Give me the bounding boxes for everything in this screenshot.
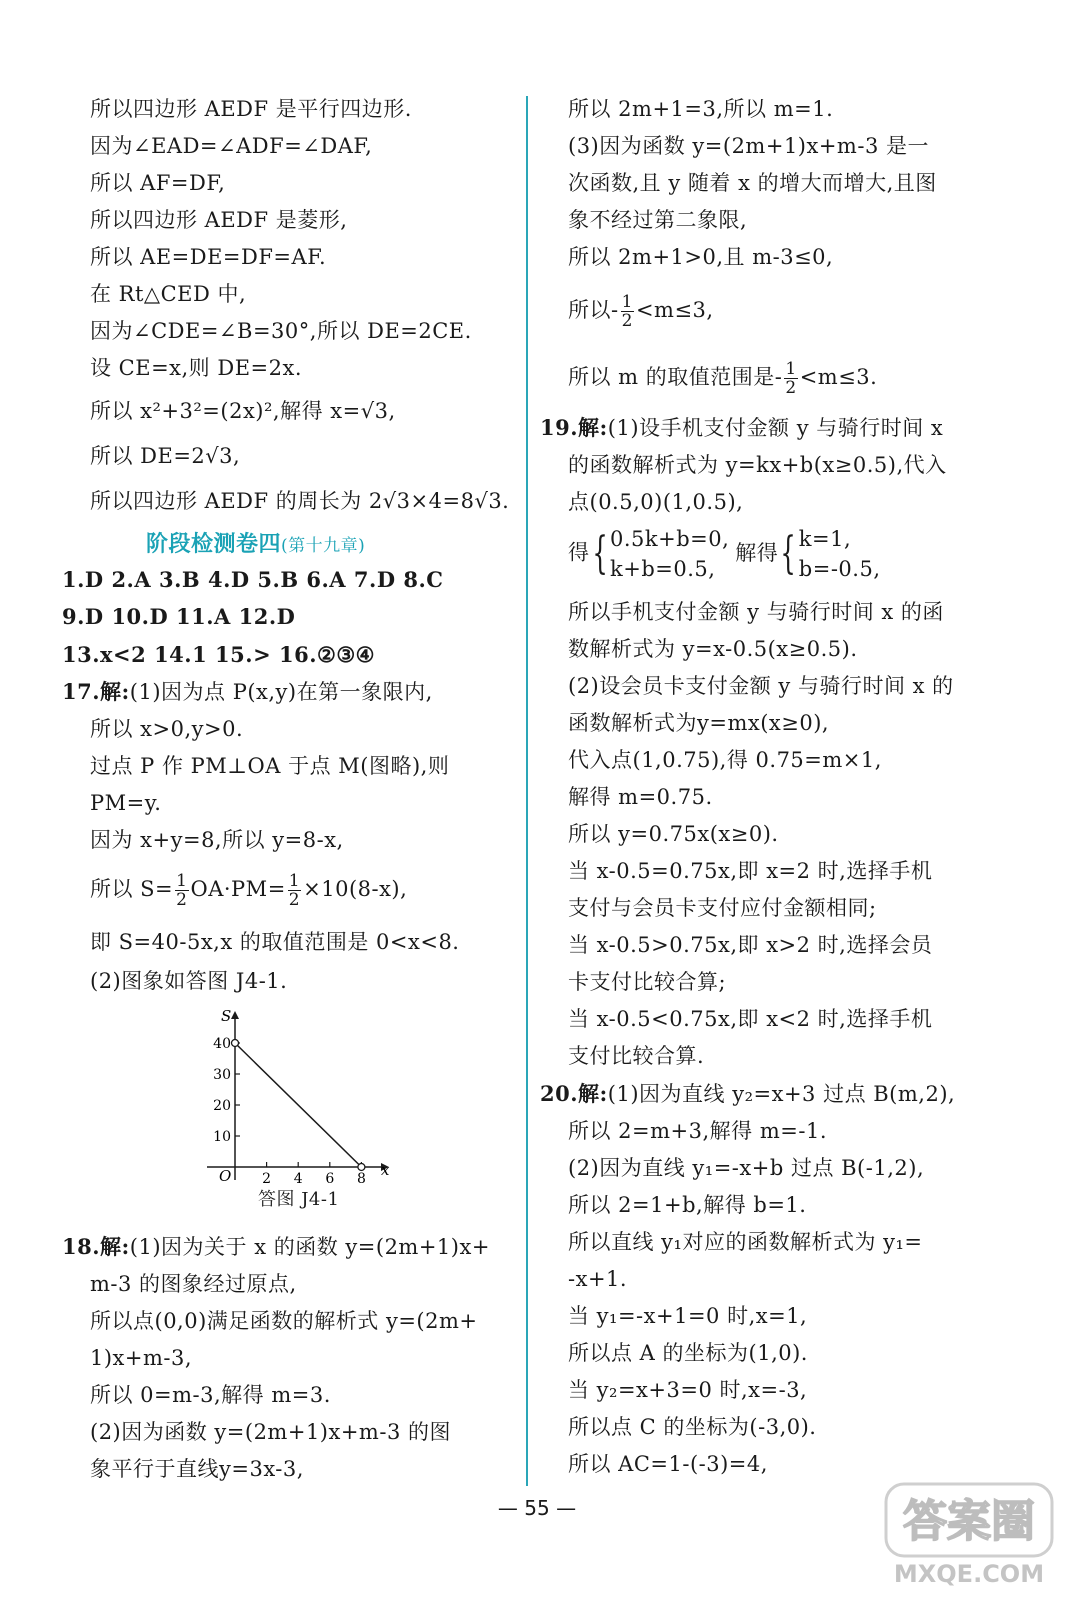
fraction-line	[568, 293, 714, 330]
page-number: — 55 —	[497, 1496, 577, 1520]
text-line: 1)x+m-3,	[90, 1346, 193, 1370]
fraction-denominator: 2	[176, 890, 188, 910]
fraction-denominator: 2	[288, 890, 301, 910]
fraction-numerator: 1	[621, 292, 633, 312]
equation: b=-0.5,	[798, 557, 881, 581]
y-tick-label: 20	[213, 1098, 231, 1114]
text-line: 当 y₂=x+3=0 时,x=-3,	[568, 1378, 808, 1402]
y-tick-label: 30	[213, 1067, 231, 1083]
text-line: 的函数解析式为 y=kx+b(x≥0.5),代入	[568, 453, 947, 477]
y-axis-label: S	[221, 1007, 232, 1025]
watermark-url: MXQE.COM	[893, 1560, 1045, 1588]
section-title: 阶段检测卷四	[146, 531, 282, 557]
text-line: (3)因为函数 y=(2m+1)x+m-3 是一	[568, 134, 929, 158]
system-block	[799, 524, 881, 584]
text-span: 所以 m 的取值范围是-	[568, 365, 783, 389]
series-line	[235, 1043, 361, 1167]
text-line: 所以 AF=DF,	[90, 171, 226, 195]
function-graph	[195, 1005, 415, 1215]
y-tick-label: 10	[213, 1129, 231, 1145]
text-line: (2)因为函数 y=(2m+1)x+m-3 的图	[90, 1420, 451, 1444]
text-line: m-3 的图象经过原点,	[90, 1272, 297, 1296]
text-line: 因为 x+y=8,所以 y=8-x,	[90, 828, 344, 852]
text-line: 所以 x>0,y>0.	[90, 717, 244, 741]
fraction	[784, 360, 797, 397]
text-line: 所以 2=m+3,解得 m=-1.	[568, 1119, 827, 1143]
text-line: 所以直线 y₁对应的函数解析式为 y₁=	[568, 1230, 923, 1254]
text-span: <m≤3.	[799, 365, 878, 389]
question-label: 17.解:	[62, 679, 130, 704]
text-line: 所以 2m+1=3,所以 m=1.	[568, 97, 834, 121]
text-line: 因为∠EAD=∠ADF=∠DAF,	[90, 134, 373, 158]
equation: k=1,	[798, 527, 852, 551]
y-axis-arrow	[231, 1011, 239, 1019]
text-line: 支付比较合算.	[568, 1044, 705, 1068]
x-tick-label: 6	[325, 1171, 335, 1187]
x-axis-label: x	[381, 1161, 390, 1179]
question-18	[62, 1233, 490, 1261]
answer-line: 9.D 10.D 11.A 12.D	[62, 604, 296, 629]
fraction	[175, 872, 188, 909]
text-line: 所以 DE=2√3,	[90, 444, 241, 468]
text-line: 卡支付比较合算;	[568, 970, 727, 994]
y-tick-label: 40	[213, 1036, 231, 1052]
text-line: 在 Rt△CED 中,	[90, 282, 247, 306]
x-tick-label: 8	[356, 1171, 366, 1187]
text-line: -x+1.	[568, 1267, 628, 1291]
text-line: 所以 AC=1-(-3)=4,	[568, 1452, 768, 1476]
question-20	[540, 1080, 955, 1108]
fraction-numerator: 1	[288, 871, 301, 891]
text-line: 点(0.5,0)(1,0.5),	[568, 490, 744, 514]
text-line: 因为∠CDE=∠B=30°,所以 DE=2CE.	[90, 319, 472, 343]
answer-line: 1.D 2.A 3.B 4.D 5.B 6.A 7.D 8.C	[62, 567, 444, 592]
open-endpoint	[232, 1040, 239, 1047]
text-line: (2)因为直线 y₁=-x+b 过点 B(-1,2),	[568, 1156, 925, 1180]
text-span: OA·PM=	[190, 877, 286, 901]
text-line: 所以四边形 AEDF 的周长为 2√3×4=8√3.	[90, 489, 510, 513]
text-line: 象平行于直线y=3x-3,	[90, 1457, 304, 1481]
text-line: 所以四边形 AEDF 是平行四边形.	[90, 97, 412, 121]
text-line: 所以点(0,0)满足函数的解析式 y=(2m+	[90, 1309, 478, 1333]
origin-label: O	[219, 1167, 232, 1185]
text-line: 所以点 C 的坐标为(-3,0).	[568, 1415, 817, 1439]
text-span: (1)因为点 P(x,y)在第一象限内,	[129, 680, 433, 704]
x-tick-label: 4	[293, 1171, 303, 1187]
watermark-logo	[884, 1480, 1054, 1590]
text-line: (2)图象如答图 J4-1.	[90, 969, 288, 993]
text-line: 所以 2m+1>0,且 m-3≤0,	[568, 245, 834, 269]
text-line: 次函数,且 y 随着 x 的增大而增大,且图	[568, 171, 937, 195]
section-subtitle: (第十九章)	[281, 536, 366, 556]
text-line: 所以四边形 AEDF 是菱形,	[90, 208, 348, 232]
text-line: 所以点 A 的坐标为(1,0).	[568, 1341, 808, 1365]
text-line: PM=y.	[90, 791, 162, 815]
text-line: 过点 P 作 PM⊥OA 于点 M(图略),则	[90, 754, 450, 778]
text-span: 得	[568, 540, 590, 565]
fraction-line	[90, 872, 407, 909]
text-line: 数解析式为 y=x-0.5(x≥0.5).	[568, 637, 858, 661]
text-span: (1)设手机支付金额 y 与骑行时间 x	[607, 416, 944, 440]
text-line: 即 S=40-5x,x 的取值范围是 0<x<8.	[90, 930, 460, 954]
text-line: 所以 x²+3²=(2x)²,解得 x=√3,	[90, 399, 396, 423]
watermark-text: 答案圈	[903, 1496, 1035, 1547]
left-brace: {	[780, 528, 797, 579]
section-heading	[146, 530, 365, 560]
text-line: 所以 2=1+b,解得 b=1.	[568, 1193, 807, 1217]
text-line: 当 x-0.5=0.75x,即 x=2 时,选择手机	[568, 859, 933, 883]
equation: k+b=0.5,	[610, 557, 716, 581]
open-endpoint	[358, 1164, 365, 1171]
text-span: (1)因为直线 y₂=x+3 过点 B(m,2),	[607, 1082, 956, 1106]
text-line: 解得 m=0.75.	[568, 785, 713, 809]
system-block	[610, 524, 729, 584]
equation-system	[568, 524, 881, 584]
text-line: 设 CE=x,则 DE=2x.	[90, 356, 303, 380]
text-line: 所以手机支付金额 y 与骑行时间 x 的函	[568, 600, 944, 624]
text-span: 解得	[735, 540, 779, 565]
fraction-denominator: 2	[785, 378, 797, 398]
fraction-numerator: 1	[176, 871, 188, 891]
question-label: 18.解:	[62, 1234, 130, 1259]
text-line: 函数解析式为y=mx(x≥0),	[568, 711, 830, 735]
text-line: 所以 y=0.75x(x≥0).	[568, 822, 779, 846]
text-span: <m≤3,	[635, 298, 714, 322]
question-label: 20.解:	[540, 1081, 608, 1106]
question-17	[62, 678, 433, 706]
fraction-denominator: 2	[621, 311, 633, 331]
text-line: 代入点(1,0.75),得 0.75=m×1,	[568, 748, 882, 772]
text-line: 所以 0=m-3,解得 m=3.	[90, 1383, 331, 1407]
question-label: 19.解:	[540, 415, 608, 440]
question-19	[540, 414, 943, 442]
text-line: 当 y₁=-x+1=0 时,x=1,	[568, 1304, 808, 1328]
column-divider	[526, 96, 528, 1486]
left-brace: {	[591, 528, 608, 579]
fraction-numerator: 1	[785, 359, 797, 379]
text-line: 象不经过第二象限,	[568, 208, 748, 232]
text-line: 当 x-0.5>0.75x,即 x>2 时,选择会员	[568, 933, 933, 957]
text-span: (1)因为关于 x 的函数 y=(2m+1)x+	[129, 1235, 490, 1259]
text-span: ×10(8-x),	[303, 877, 408, 901]
x-tick-label: 2	[262, 1171, 272, 1187]
text-line: 当 x-0.5<0.75x,即 x<2 时,选择手机	[568, 1007, 933, 1031]
text-line: 所以 AE=DE=DF=AF.	[90, 245, 327, 269]
fraction	[288, 872, 301, 909]
answer-line: 13.x<2 14.1 15.> 16.②③④	[62, 642, 375, 667]
fraction-line	[568, 360, 877, 397]
figure-caption: 答图 J4-1	[258, 1189, 340, 1210]
text-line: (2)设会员卡支付金额 y 与骑行时间 x 的	[568, 674, 954, 698]
text-span: 所以-	[568, 298, 619, 322]
equation: 0.5k+b=0,	[610, 527, 730, 551]
text-line: 支付与会员卡支付应付金额相同;	[568, 896, 877, 920]
text-span: 所以 S=	[90, 877, 174, 901]
fraction	[621, 293, 634, 330]
